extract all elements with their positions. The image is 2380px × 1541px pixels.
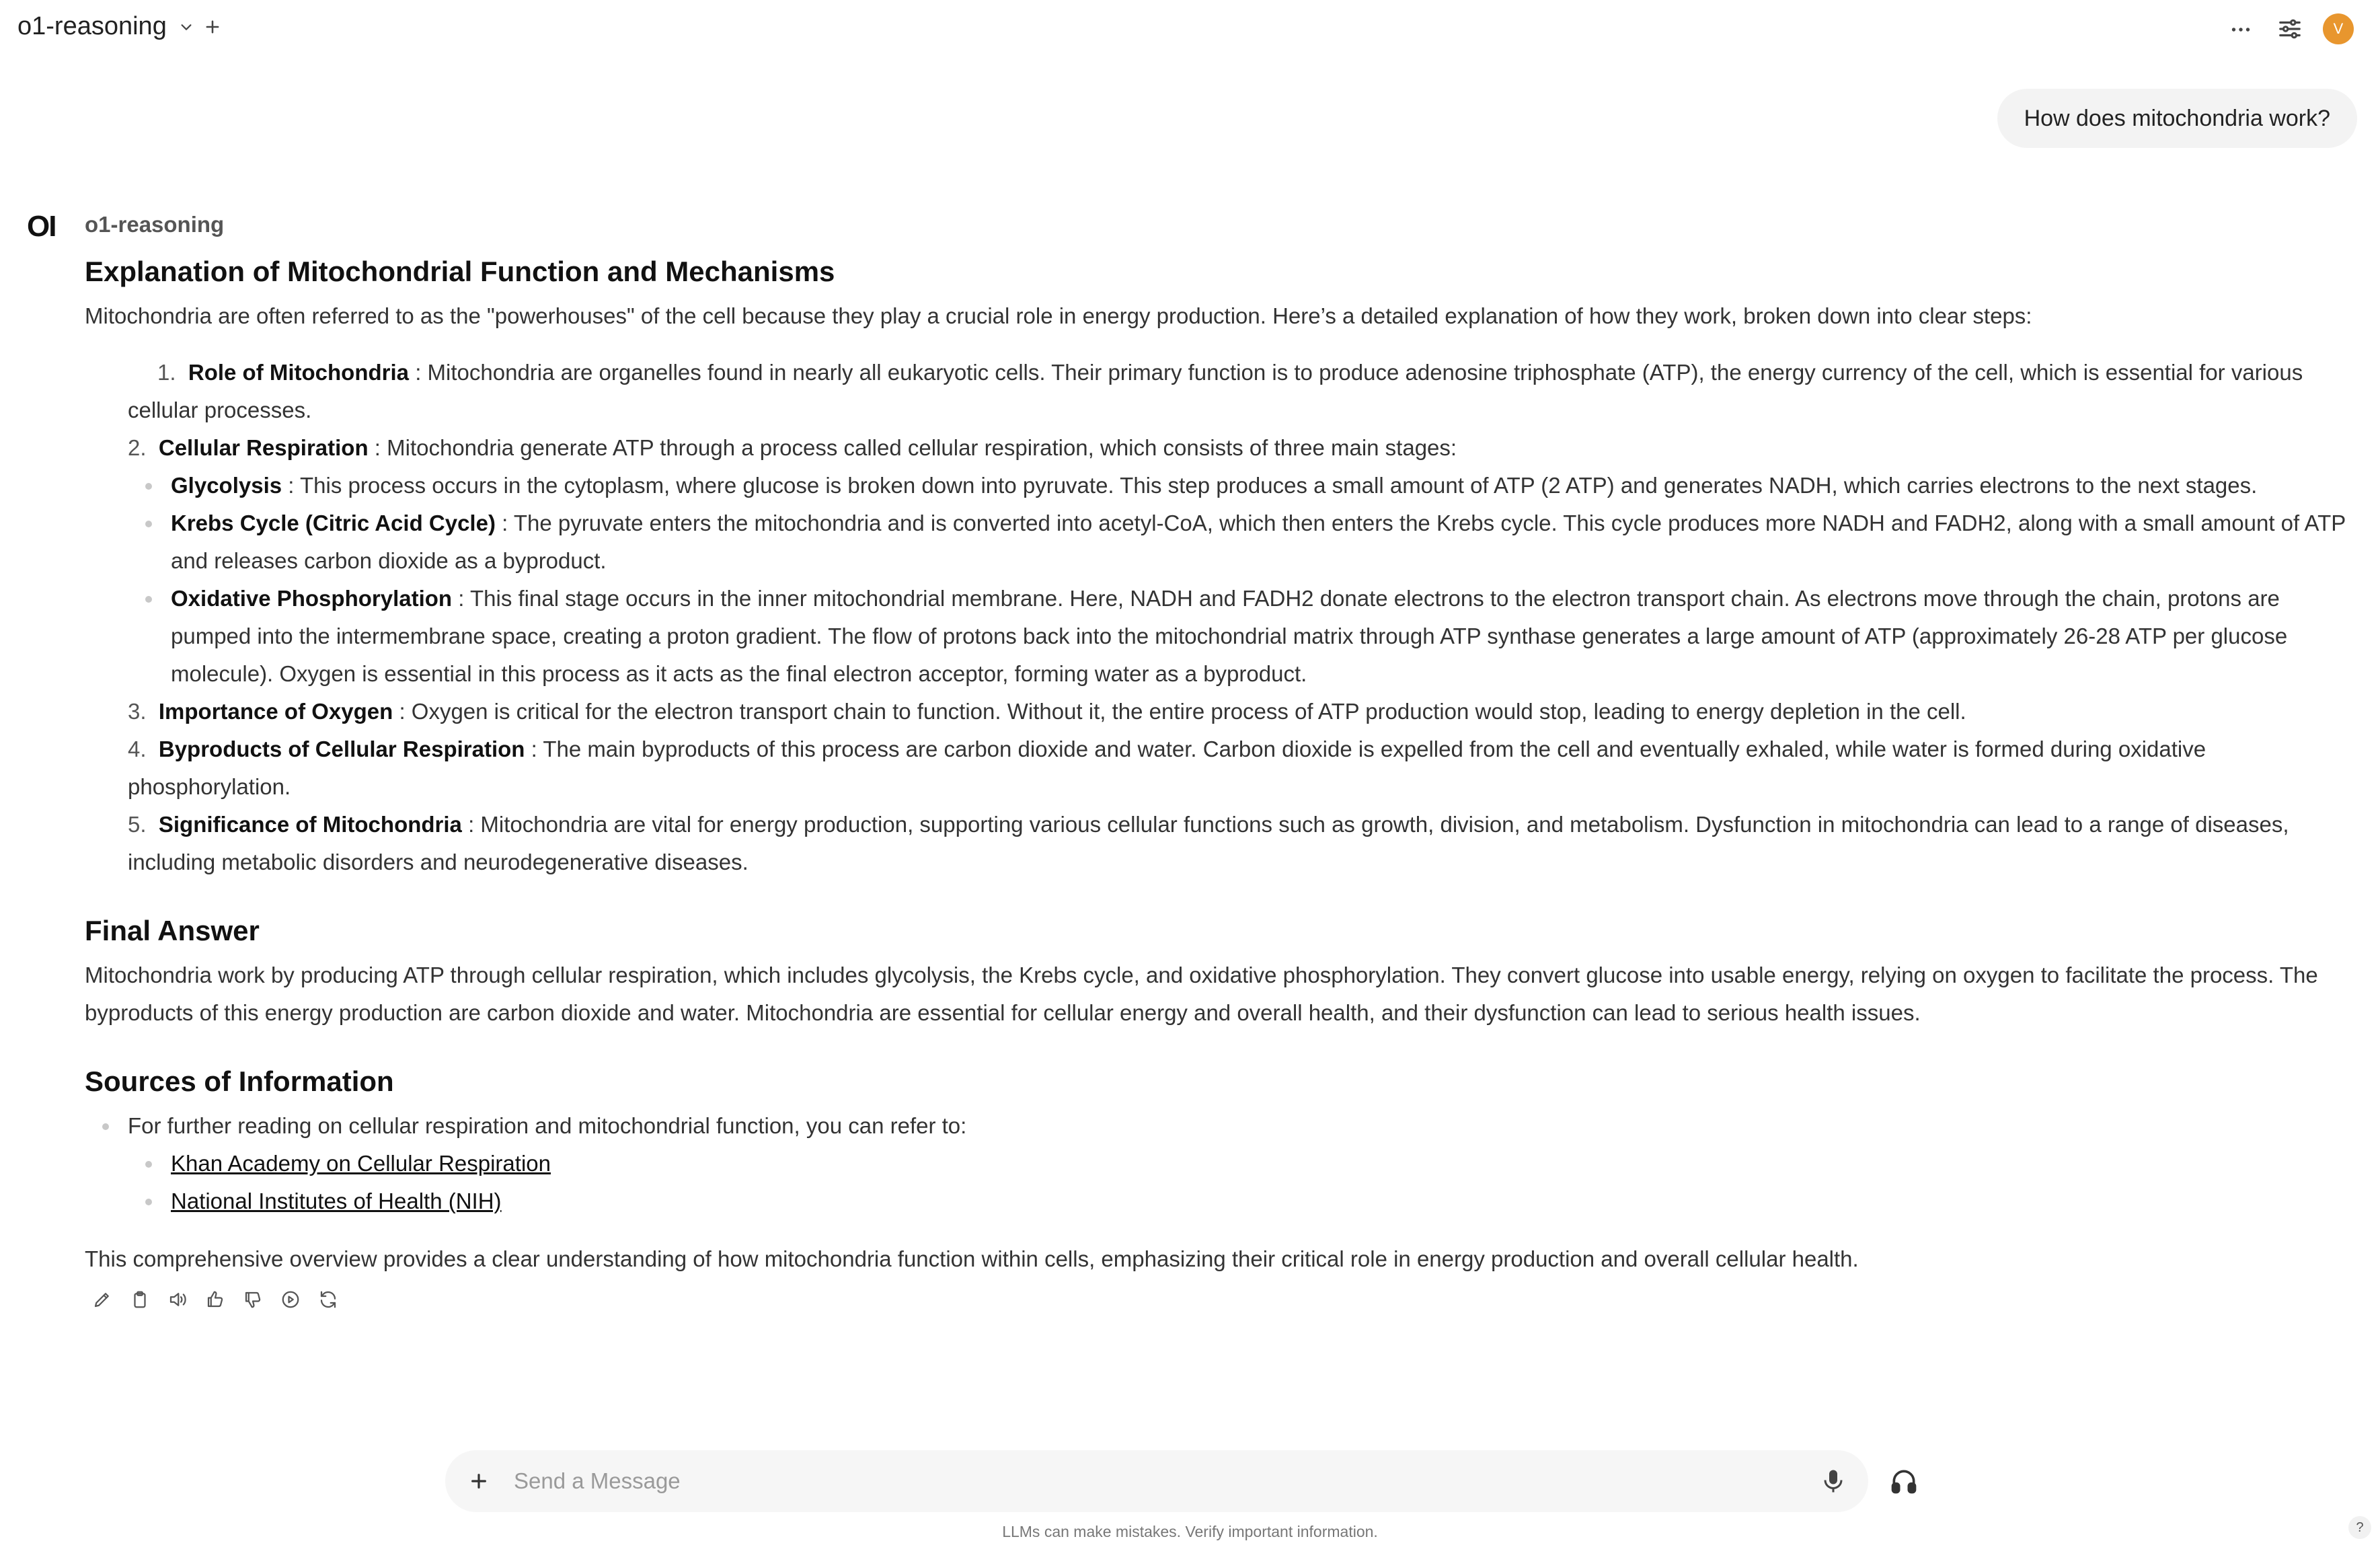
avatar-initial: V [2333,20,2344,37]
regenerate-button[interactable] [315,1286,342,1313]
step-number: 1. [157,360,176,385]
user-message-text: How does mitochondria work? [2024,105,2330,131]
controls-sliders-icon[interactable] [2277,16,2303,42]
play-circle-icon [280,1289,301,1310]
step-number: 4. [128,737,147,761]
thumbs-down-icon [243,1289,263,1310]
model-name: o1-reasoning [17,12,167,40]
list-item [85,806,2358,881]
step-text: : Oxygen is critical for the electron transport chain to function. Without it, the entire process of ATP production would stop, leading to energy depletion in the cell. [393,699,1966,724]
more-options-icon[interactable] [2229,17,2253,42]
good-response-button[interactable] [202,1286,229,1313]
step-label: Byproducts of Cellular Respiration [158,737,525,761]
user-avatar[interactable] [2323,13,2354,44]
source-links-list [85,1145,2358,1220]
step-number: 3. [128,699,147,724]
stage-text: : The pyruvate enters the mitochondria and is converted into acetyl-CoA, which then enters the Krebs cycle. This cycle produces more NADH and FADH2, along with a small amount of ATP and releases carbon dioxide as a byproduct. [171,511,2346,573]
stage-label: Oxidative Phosphorylation [171,586,453,611]
user-message-bubble [1997,89,2357,148]
chevron-down-icon [179,20,194,34]
message-input[interactable] [514,1464,1765,1499]
steps-list-continued [85,693,2358,881]
step-number: 5. [128,812,147,837]
add-model-icon[interactable] [203,17,222,36]
speaker-icon [167,1289,188,1310]
edit-button[interactable] [89,1286,116,1313]
list-item [171,504,2358,580]
sources-intro: For further reading on cellular respiration and mitochondrial function, you can refer to: [128,1113,967,1138]
stage-text: : This final stage occurs in the inner mitochondrial membrane. Here, NADH and FADH2 donate electrons to the electron transport chain. As electrons move through the chain, protons are pumped into the intermembrane space, creating a proton gradient. The flow of protons back into the mitochondrial matrix through ATP synthase generates a large amount of ATP (approximately 26-28 ATP per glucose molecule). Oxygen is essential in this process as it acts as the final electron acceptor, forming water as a byproduct. [171,586,2288,686]
thumbs-up-icon [205,1289,225,1310]
list-item [85,354,2358,429]
model-selector[interactable] [17,12,194,41]
sources-heading: Sources of Information [85,1065,394,1097]
response-title: Explanation of Mitochondrial Function and Mechanisms [85,256,835,287]
message-composer [445,1450,1868,1512]
headphones-icon[interactable] [1888,1466,1919,1496]
help-button[interactable] [2348,1516,2371,1539]
message-actions [89,1286,2358,1313]
list-item [171,580,2358,693]
microphone-icon[interactable] [1821,1468,1845,1495]
list-item [85,693,2358,730]
bad-response-button[interactable] [239,1286,266,1313]
sources-list [85,1107,2358,1145]
assistant-logo: OI [27,210,56,243]
list-item [128,1107,2358,1145]
disclaimer-text: LLMs can make mistakes. Verify important information. [1002,1523,1378,1540]
refresh-icon [318,1289,338,1310]
response-intro: Mitochondria are often referred to as the "powerhouses" of the cell because they play a crucial role in energy production. Here’s a detailed explanation of how they work, broken down into clear steps: [85,303,2032,328]
continue-button[interactable] [277,1286,304,1313]
step-number: 2. [128,435,147,460]
read-aloud-button[interactable] [164,1286,191,1313]
stage-text: : This process occurs in the cytoplasm, where glucose is broken down into pyruvate. This step produces a small amount of ATP (2 ATP) and generates NADH, which carries electrons to the next stages. [282,473,2258,498]
final-answer-heading: Final Answer [85,915,260,946]
step-text: : The main byproducts of this process are carbon dioxide and water. Carbon dioxide is expelled from the cell and eventually exhaled, while water is formed during oxidative phosphorylation. [128,737,2206,799]
step-label: Significance of Mitochondria [158,812,462,837]
step-text: : Mitochondria are vital for energy production, supporting various cellular functions such as growth, division, and metabolism. Dysfunction in mitochondria can lead to a range of diseases, including metabolic disorders and neurodegenerative diseases. [128,812,2289,874]
help-label: ? [2356,1519,2364,1535]
attach-plus-icon[interactable] [468,1470,490,1492]
list-item [85,429,2358,467]
list-item [171,1145,2358,1182]
step-text: : Mitochondria are organelles found in nearly all eukaryotic cells. Their primary function is to produce adenosine triphosphate (ATP), the energy currency of the cell, which is essential for various cellular processes. [128,360,2303,422]
assistant-message [85,210,2358,1313]
link-khan-academy[interactable]: Khan Academy on Cellular Respiration [171,1151,551,1176]
closing-text: This comprehensive overview provides a clear understanding of how mitochondria function within cells, emphasizing their critical role in energy production and overall cellular health. [85,1246,1859,1271]
pencil-icon [92,1289,112,1310]
list-item [171,467,2358,504]
stage-label: Krebs Cycle (Citric Acid Cycle) [171,511,496,535]
top-bar [0,0,2380,61]
list-item [171,1182,2358,1220]
copy-button[interactable] [126,1286,153,1313]
step-label: Importance of Oxygen [158,699,393,724]
link-nih[interactable]: National Institutes of Health (NIH) [171,1189,502,1213]
list-item [85,730,2358,806]
respiration-stages-list [85,467,2358,693]
final-answer-text: Mitochondria work by producing ATP through cellular respiration, which includes glycolysis, the Krebs cycle, and oxidative phosphorylation. They convert glucose into usable energy, relying on oxygen to facilitate the process. The byproducts of this energy production are carbon dioxide and water. Mitochondria are essential for cellular energy and overall health, and their dysfunction can lead to serious health issues. [85,963,2318,1025]
stage-label: Glycolysis [171,473,282,498]
step-label: Cellular Respiration [158,435,369,460]
steps-list [85,354,2358,467]
assistant-name: o1-reasoning [85,212,225,237]
clipboard-icon [130,1289,150,1310]
step-label: Role of Mitochondria [188,360,410,385]
step-text: : Mitochondria generate ATP through a process called cellular respiration, which consists of three main stages: [368,435,1457,460]
